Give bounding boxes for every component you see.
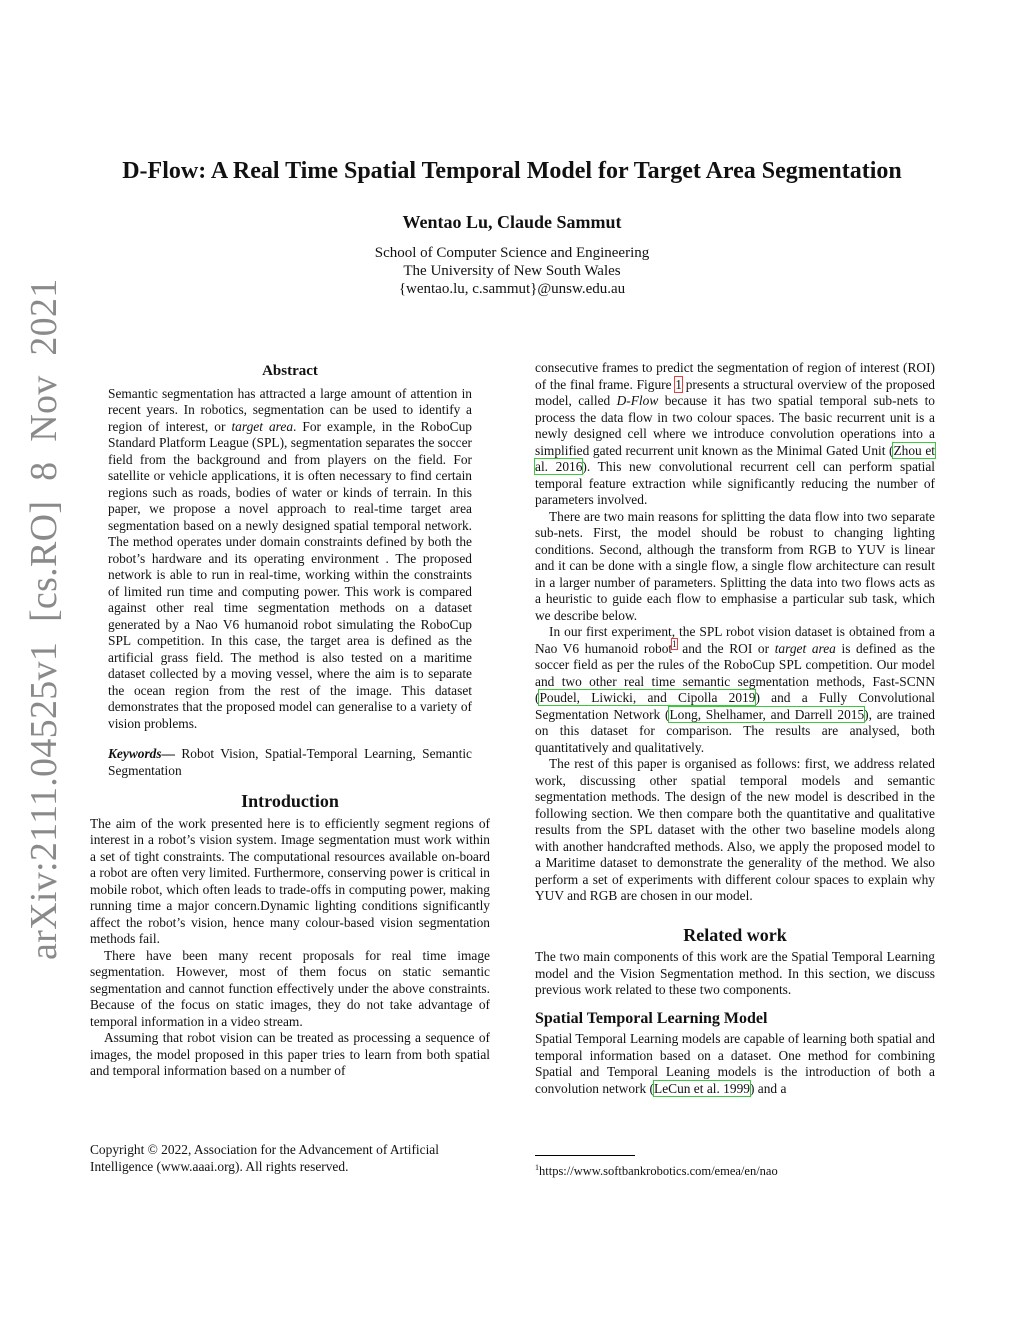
intro-paragraph-continued: consecutive frames to predict the segmentation of region of interest (ROI) of the final frame. Figure 1 presents a structural overview of the proposed model, called D-Flow because it has two spatial temporal sub-nets to process the data flow in two colour spaces. The basic recurrent unit is a newly designed cell where we introduce convolution operations into a simplified gated recurrent unit known as the Minimal Gated Unit (Zhou et al. 2016). This new convolutional recurrent cell can perform spatial temporal feature extraction while significantly reducing the number of parameters involved. bbox=[535, 360, 935, 507]
left-column bbox=[90, 363, 490, 1080]
introduction-heading: Introduction bbox=[241, 791, 339, 811]
paper-authors: Wentao Lu, Claude Sammut bbox=[402, 212, 622, 232]
arxiv-identifier: arXiv:2111.04525v1 [cs.RO] 8 Nov 2021 bbox=[23, 278, 65, 960]
abstract-body bbox=[108, 386, 472, 733]
footnote-1 bbox=[535, 1160, 935, 1179]
model-name: D-Flow bbox=[616, 393, 659, 408]
figure-1-link[interactable]: 1 bbox=[675, 376, 682, 392]
paper-title: D-Flow: A Real Time Spatial Temporal Model for Target Area Segmentation bbox=[122, 158, 902, 184]
intro-paragraph-outline: The rest of this paper is organised as follows: first, we address related work, discussing other spatial temporal models and semantic segmentation methods. The design of the new model is described in the following section. We then compare both the quantitative and qualitative results from the SPL dataset with the other two baseline models along with another handcrafted methods. Also, we apply the proposed model to a Maritime dataset to demonstrate the generality of the method. We also perform a set of experiments with different colour spaces to explain why YUV and RGB are chosen in our model. bbox=[535, 756, 935, 903]
citation-long-2015[interactable]: Long, Shelhamer, and Darrell 2015 bbox=[669, 706, 865, 722]
keywords bbox=[108, 746, 472, 779]
affiliation-university: The University of New South Wales bbox=[403, 263, 621, 279]
intro-paragraph-3: Assuming that robot vision can be treated as processing a sequence of images, the model proposed in this paper tries to learn from both spatial and temporal information based on a number of bbox=[90, 1030, 490, 1078]
citation-poudel-2019[interactable]: Poudel, Liwicki, and Cipolla 2019 bbox=[539, 690, 756, 705]
target-area-emphasis: target area bbox=[774, 640, 836, 656]
footnote-1-link[interactable]: 1 bbox=[672, 639, 677, 650]
footnote-url[interactable]: https://www.softbankrobotics.com/emea/en/nao bbox=[539, 1164, 778, 1179]
spatial-temporal-subheading: Spatial Temporal Learning Model bbox=[535, 1009, 768, 1027]
affiliation-emails: {wentao.lu, c.sammut}@unsw.edu.au bbox=[398, 281, 626, 297]
abstract-heading: Abstract bbox=[262, 363, 318, 379]
intro-paragraph-reasons: There are two main reasons for splitting the data flow into two separate sub-nets. First, the model should be robust to changing lighting conditions. Second, although the transform from RGB to YUV is linear and it can be done with a single flow, a single flow architecture can result in a larger number of parameters. Splitting the data into two flows acts as a heuristic to guide each flow to emphasise a particular sub task, which we describe below. bbox=[535, 508, 935, 623]
keywords-text: Robot Vision, Spatial-Temporal Learning, Semantic Segmentation bbox=[108, 746, 472, 778]
affiliation-block bbox=[0, 244, 1024, 298]
abstract-paragraph: Semantic segmentation has attracted a large amount of attention in recent years. In robotics, segmentation can be used to identify a region of interest, or target area. For example, in the RoboCup Standard Platform League (SPL), segmentation separates the soccer field from the background and from players on the field. For satellite or vehicle applications, it is often necessary to find certain regions such as roads, bodies of water or kinds of terrain. In this paper, we propose a novel approach to real-time target area segmentation based on a newly designed spatial temporal network. The method operates under domain constraints defined by both the robot’s hardware and its operating environment . The proposed network is able to run in real-time, working within the constraints of limited run time and computing power. This work is compared against other real time segmentation methods on a dataset generated by a Nao V6 humanoid robot simulating the RoboCup SPL competition. In this case, the target area is defined as the artificial grass field. The method is also tested on a maritime dataset collected by a moving vessel, where the aim is to separate the ocean region from the rest of the image. This dataset demonstrates that the proposed model can generalise to a variety of vision problems. bbox=[108, 385, 472, 731]
footnote-mark: 1 bbox=[535, 1163, 539, 1172]
related-work-paragraph-1: The two main components of this work are the Spatial Temporal Learning model and the Vision Segmentation method. In this section, we discuss previous work related to these two components. bbox=[535, 949, 935, 997]
copyright-notice: Copyright © 2022, Association for the Advancement of Artificial Intelligence (www.aaai.org). All rights reserved. bbox=[90, 1142, 439, 1174]
intro-paragraph-2: There have been many recent proposals for real time image segmentation. However, most of them focus on static semantic segmentation and cannot function effectively under the above constraints. Because of the focus on static images, they do not take advantage of temporal information in a video stream. bbox=[90, 947, 490, 1029]
intro-paragraph-1: The aim of the work presented here is to efficiently segment regions of interest in a robot’s vision system. Image segmentation must work within a set of tight constraints. The computational resources available on-board a robot are often very limited. Furthermore, conserving power is critical in mobile robot, which often leads to trade-offs in computing power, making running time a major concern.Dynamic lighting conditions significantly affect the robot’s vision, hence many colour-based vision segmentation methods fail. bbox=[90, 815, 490, 946]
related-work-paragraph-2: Spatial Temporal Learning models are capable of learning both spatial and temporal information based on a dataset. One method for combining Spatial and Temporal Leaning models is the introduction of both a convolution network (LeCun et al. 1999) and a bbox=[535, 1031, 935, 1096]
citation-lecun-1999[interactable]: LeCun et al. 1999 bbox=[654, 1080, 750, 1096]
intro-paragraph-experiment: In our first experiment, the SPL robot vision dataset is obtained from a Nao V6 humanoid robot$^1$ and the ROI or target area is defined as the soccer field as per the rules of the RoboCup SPL competition. Our model and two other real time semantic segmentation methods, Fast-SCNN (Poudel, Liwicki, and Cipolla 2019) and a Fully Convolutional Segmentation Network (Long, Shelhamer, and Darrell 2015), are trained on this dataset for comparison. The results are analysed, both quantitatively and qualitatively. bbox=[535, 624, 935, 755]
right-column bbox=[535, 360, 935, 1097]
related-work-heading: Related work bbox=[683, 924, 787, 945]
abstract-emphasis: target area bbox=[231, 418, 294, 434]
footnote-divider bbox=[535, 1155, 635, 1156]
affiliation-school: School of Computer Science and Engineering bbox=[374, 245, 650, 261]
keywords-label: Keywords— bbox=[108, 746, 175, 761]
citation-zhou-2016[interactable]: Zhou et al. 2016 bbox=[535, 442, 935, 474]
